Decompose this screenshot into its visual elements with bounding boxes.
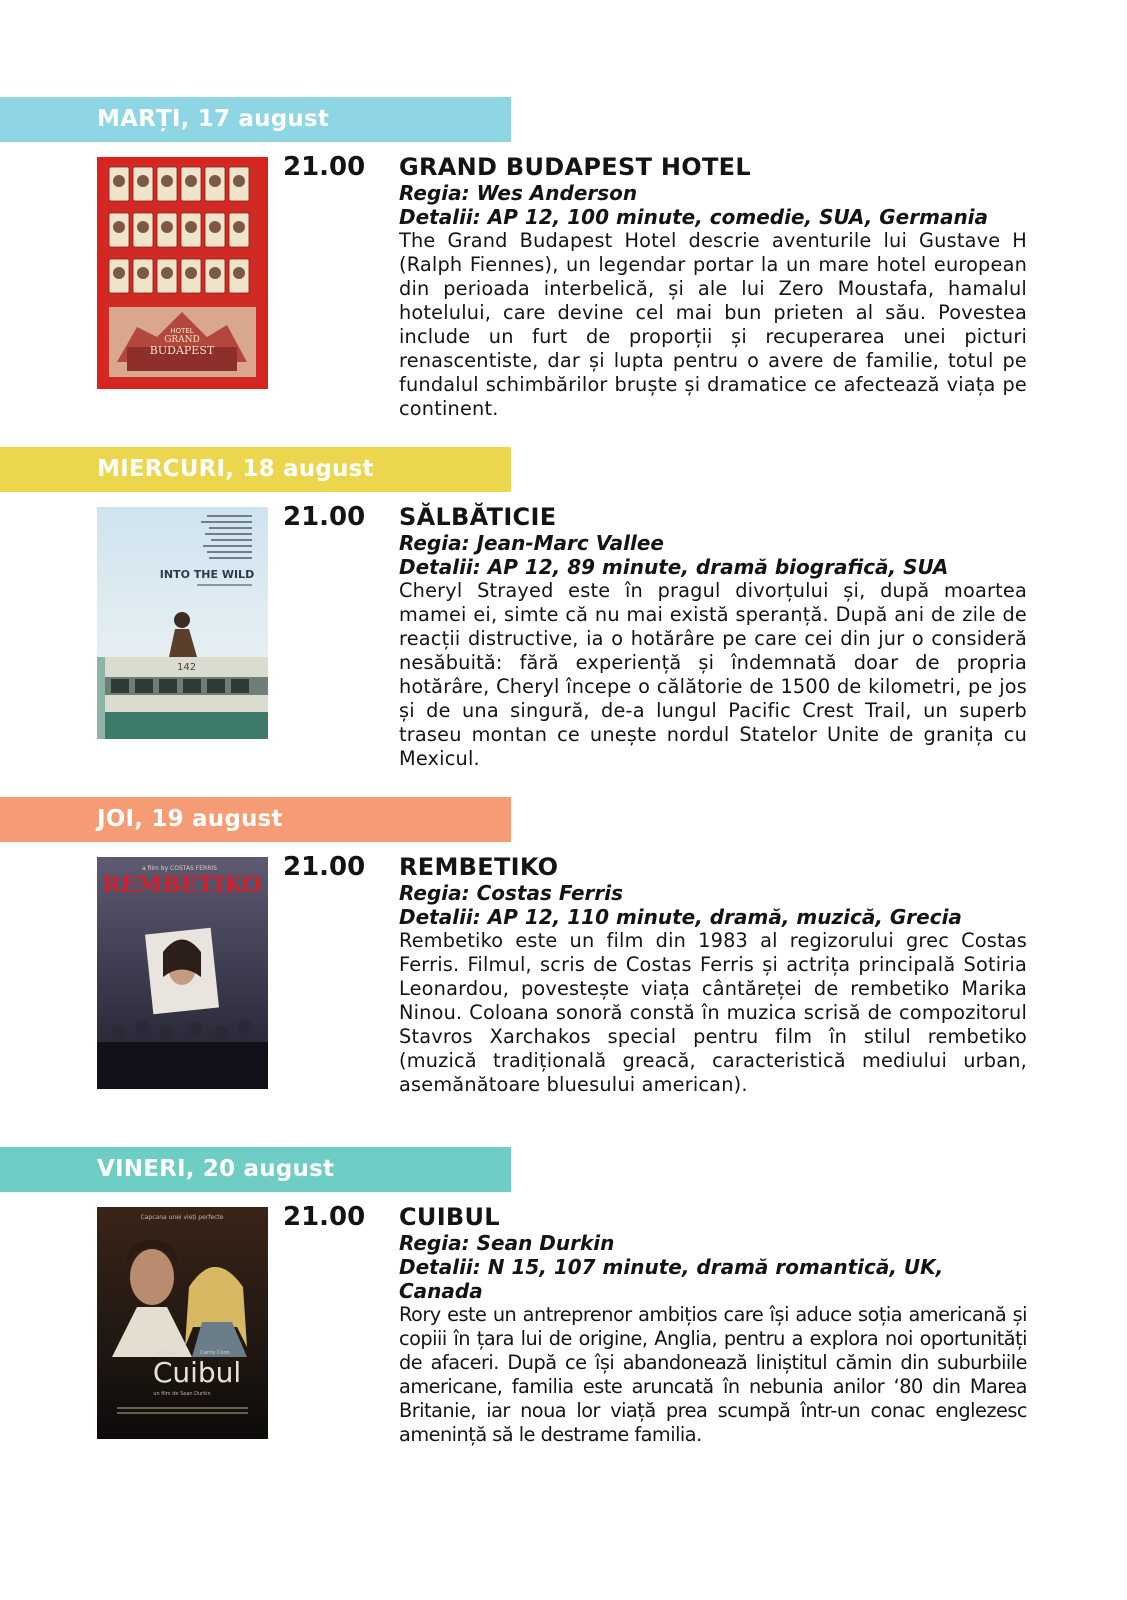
film-details: Detalii: AP 12, 100 minute, comedie, SUA, Germania [399,205,989,229]
poster-text: Jude Law [155,1350,179,1356]
poster-text: 142 [177,662,197,673]
poster-text: REMBETIKO [102,872,262,898]
poster-image-grand-budapest [97,157,268,389]
day-banner: MIERCURI, 18 august [0,447,511,492]
screening-time: 21.00 [283,852,366,882]
film-director: Regia: Costas Ferris [399,881,624,905]
poster-text: Capcana unei vieți perfecte [140,1214,224,1221]
poster-text: BUDAPEST [149,344,215,357]
poster-text: GRAND [164,335,200,345]
poster-image-cuibul [97,1207,268,1439]
film-info [399,504,1027,771]
film-details: Detalii: N 15, 107 minute, dramă romantică, UK, Canada [399,1255,944,1303]
film-director: Regia: Sean Durkin [399,1231,615,1255]
film-director: Regia: Wes Anderson [399,181,638,205]
film-info [399,854,1027,1097]
movie-poster [97,507,268,739]
screening-time: 21.00 [283,1202,366,1232]
film-info [399,154,1027,421]
film-title: REMBETIKO [399,853,559,881]
day-banner: JOI, 19 august [0,797,511,842]
movie-poster [97,1207,268,1439]
film-details: Detalii: AP 12, 89 minute, dramă biografică, SUA [399,555,949,579]
screening-time: 21.00 [283,152,366,182]
film-title: CUIBUL [399,1203,500,1231]
movie-poster [97,857,268,1089]
film-description: The Grand Budapest Hotel descrie aventurile lui Gustave H (Ralph Fiennes), un legendar portar la un mare hotel european din perioada interbelică, și ale lui Zero Moustafa, hamalul hotelului, care devine cel mai bun prieten al său. Povestea include un furt de proporții și recuperarea unei picturi renascentiste, dar și lupta pentru o avere de familie, totul pe fundalul schimbărilor bruște și dramatice ce afectează viața pe continent. [399,229,1027,420]
poster-text: a film by COSTAS FERRIS [142,865,217,872]
film-info [399,1204,1027,1447]
movie-poster [97,157,268,389]
film-description: Rembetiko este un film din 1983 al regizorului grec Costas Ferris. Filmul, scris de Costas Ferris și actrița principală Sotiria Leonardou, povestește viața cântăreței de rembetiko Marika Ninou. Coloana sonoră constă în muzica scrisă de compozitorul Stavros Xarchakos special pentru film în stilul rembetiko (muzică tradițională greacă, caracteristică mediului urban, asemănătoare bluesului american). [399,929,1027,1096]
film-description: Rory este un antreprenor ambițios care își aduce soția americană și copiii în țara lui de origine, Anglia, pentru a explora noi oportunități de afaceri. După ce își abandonează liniștitul cămin din suburbiile americane, familia este aruncată în nebunia anilor ‘80 din Marea Britanie, iar noua lor viață prea scumpă într-un conac englezesc amenință să le destrame familia. [399,1303,1027,1446]
film-title: GRAND BUDAPEST HOTEL [399,153,751,181]
poster-image-rembetiko [97,857,268,1089]
film-description: Cheryl Strayed este în pragul divorțului și, după moartea mamei ei, simte că nu mai există speranță. După ani de zile de reacții distructive, ia o hotărâre pe care cei din jur o consideră nesăbuită: fără experiență și îndemnată doar de propria hotărâre, Cheryl începe o călătorie de 1500 de kilometri, pe jos și de una singură, de-a lungul Pacific Crest Trail, un superb traseu montan ce unește nordul Statelor Unite de granița cu Mexicul. [399,579,1027,770]
day-banner: MARȚI, 17 august [0,97,511,142]
film-details: Detalii: AP 12, 110 minute, dramă, muzică, Grecia [399,905,962,929]
poster-text: INTO THE WILD [159,568,255,581]
poster-text: un film de Sean Durkin [153,1391,211,1397]
poster-text: HOTEL [170,327,194,335]
screening-time: 21.00 [283,502,366,532]
poster-image-into-the-wild [97,507,268,739]
poster-text: Carrie Coon [200,1350,230,1356]
day-banner: VINERI, 20 august [0,1147,511,1192]
film-title: SĂLBĂTICIE [399,503,557,531]
film-director: Regia: Jean-Marc Vallee [399,531,664,555]
poster-text: Cuibul [152,1356,242,1389]
